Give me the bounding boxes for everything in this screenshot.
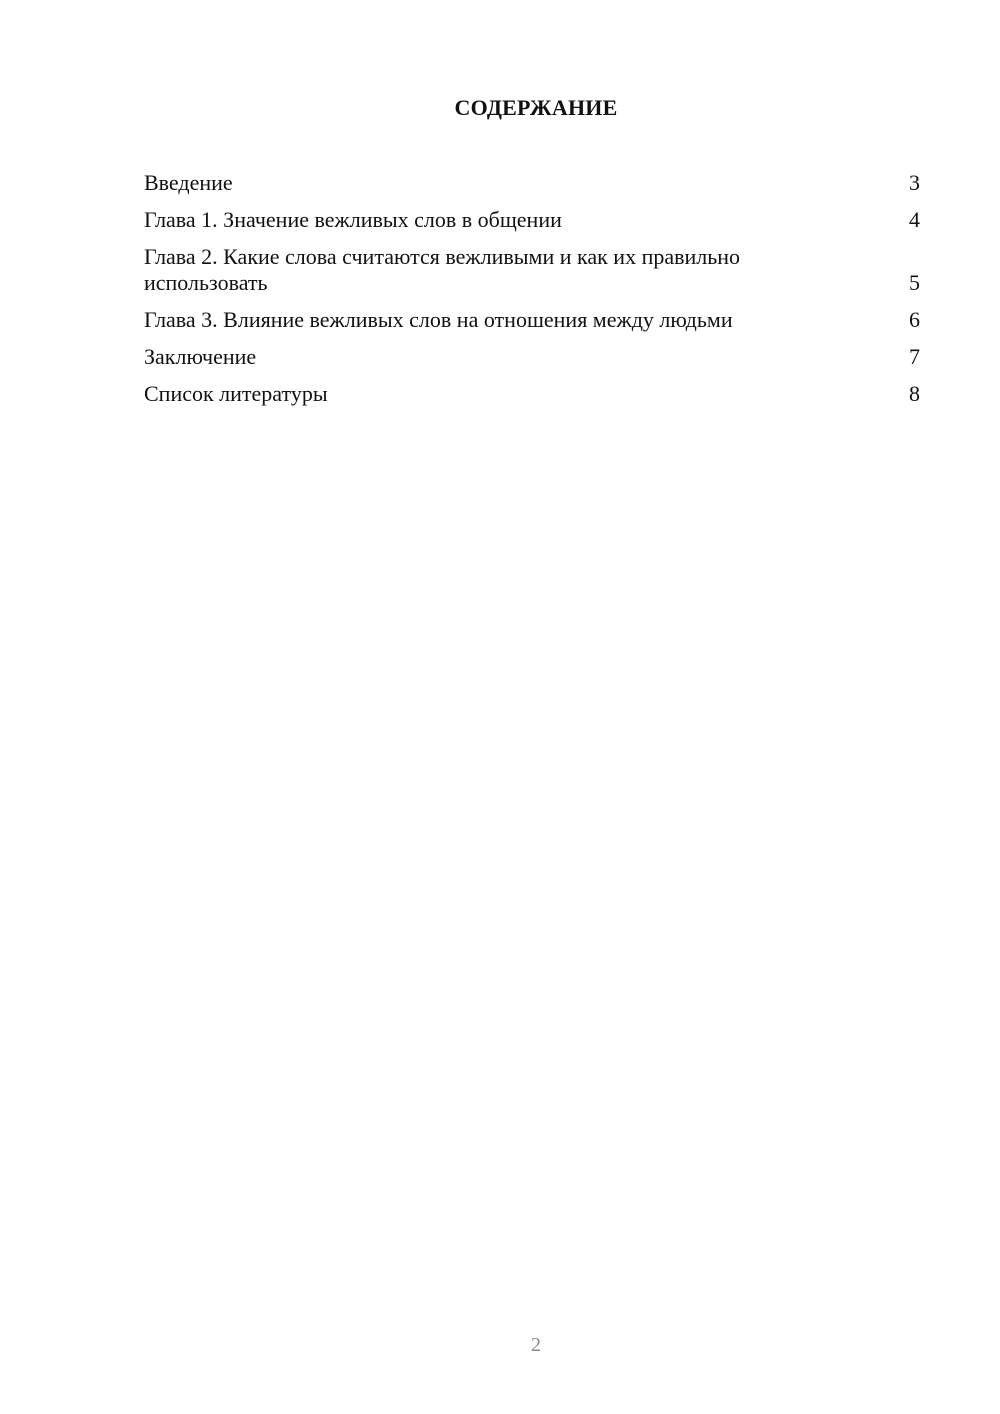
toc-entry-page: 3 bbox=[909, 170, 920, 195]
toc-entry-chapter-1 bbox=[144, 207, 920, 233]
toc-entry-label: Глава 2. Какие слова считаются вежливыми и как их правильно использовать bbox=[144, 244, 741, 295]
toc-entry-label: Глава 3. Влияние вежливых слов на отношения между людьми bbox=[144, 307, 733, 332]
toc-entry-chapter-3 bbox=[144, 307, 920, 333]
toc-entry-label: Введение bbox=[144, 170, 233, 195]
table-of-contents bbox=[144, 170, 920, 418]
toc-entry-label: Глава 1. Значение вежливых слов в общении bbox=[144, 207, 562, 232]
toc-entry-page: 7 bbox=[909, 344, 920, 369]
toc-entry-references bbox=[144, 381, 920, 407]
page-title: СОДЕРЖАНИЕ bbox=[454, 95, 618, 120]
page-number: 2 bbox=[531, 1334, 541, 1356]
toc-entry-page: 5 bbox=[909, 270, 920, 295]
toc-entry-label: Список литературы bbox=[144, 381, 328, 406]
toc-entry-conclusion bbox=[144, 344, 920, 370]
toc-entry-introduction bbox=[144, 170, 920, 196]
toc-entry-page: 4 bbox=[909, 207, 920, 232]
toc-entry-chapter-2 bbox=[144, 244, 920, 296]
toc-entry-page: 6 bbox=[909, 307, 920, 332]
toc-entry-label: Заключение bbox=[144, 344, 257, 369]
toc-entry-page: 8 bbox=[909, 381, 920, 406]
